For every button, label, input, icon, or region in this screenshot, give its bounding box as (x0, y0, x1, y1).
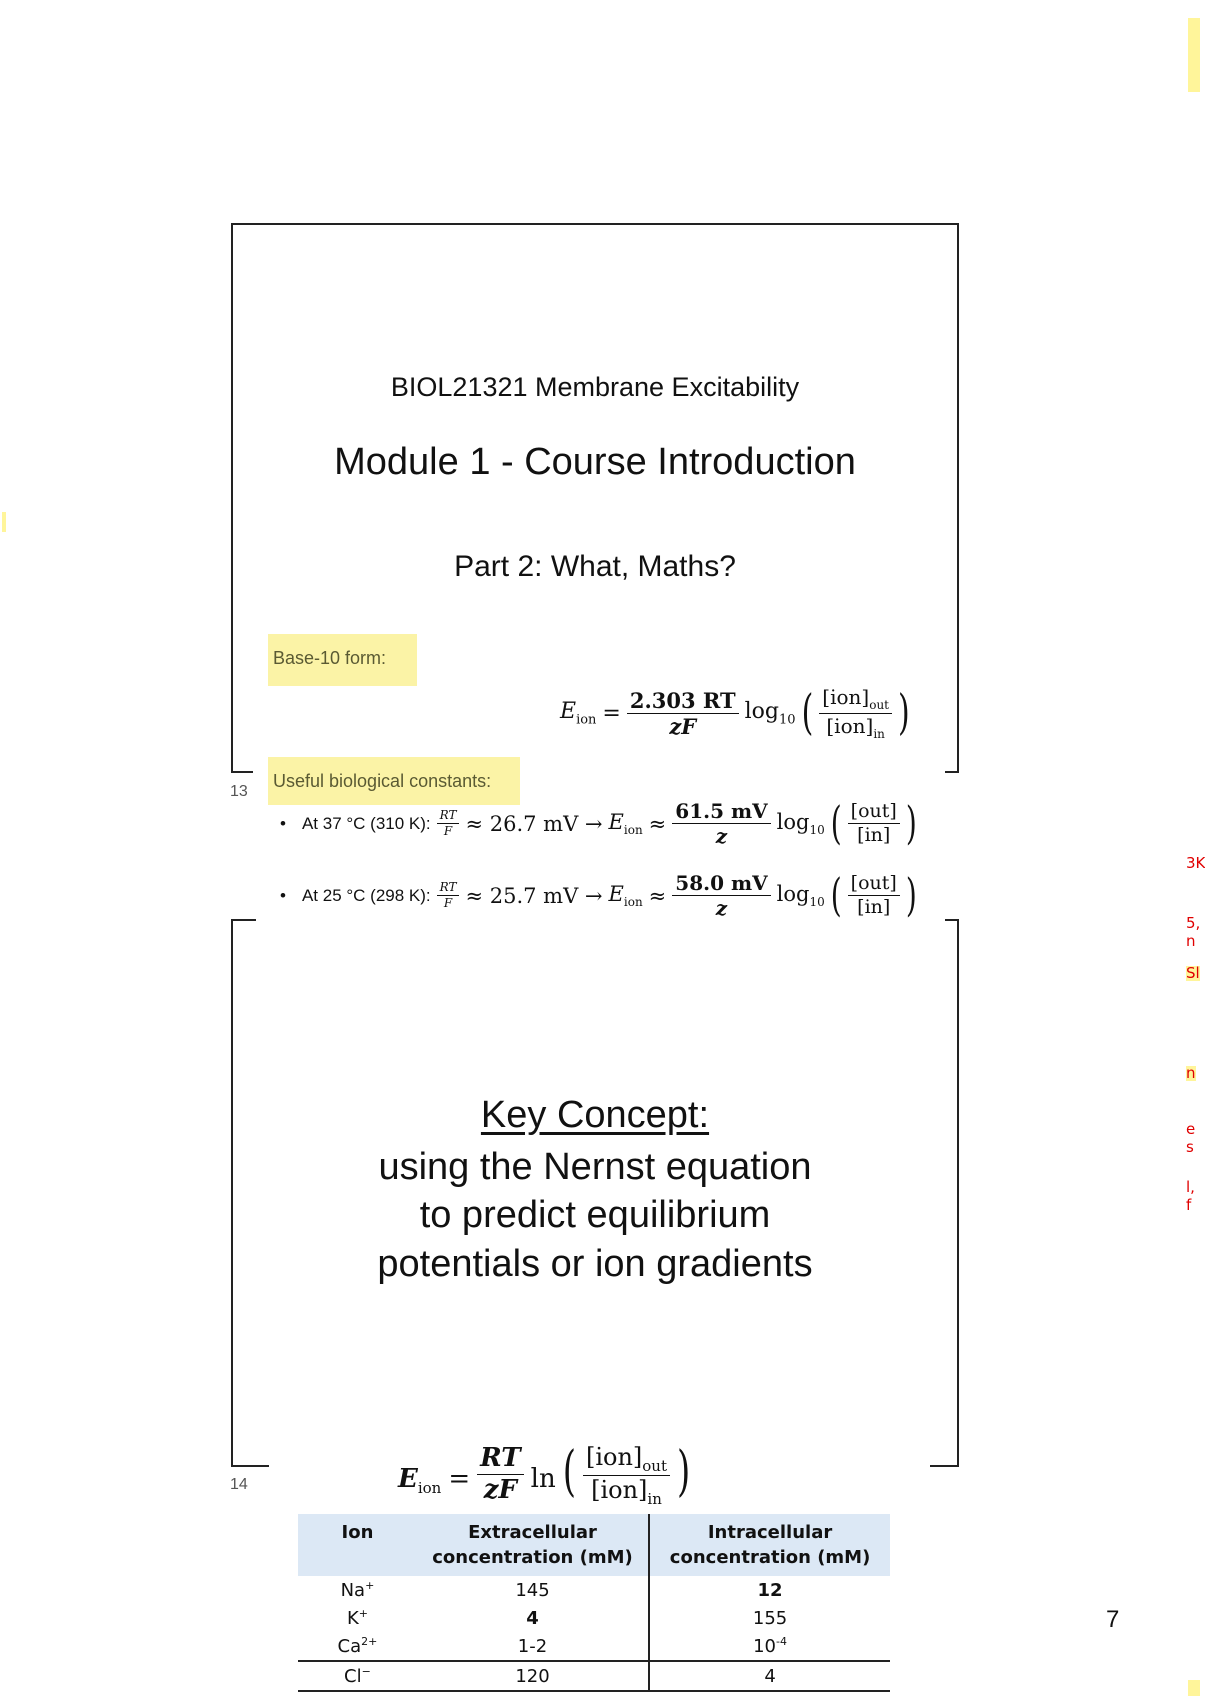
extracellular-cell: 145 (515, 1579, 550, 1601)
intracellular-cell: 4 (649, 1661, 890, 1691)
slide-14-bottom-right-edge (930, 1465, 959, 1467)
side-highlight-mark (2, 512, 6, 532)
ion-cell: $Ca^{2+}$ (337, 1635, 378, 1658)
slide-14-bottom-left-edge (231, 1465, 269, 1467)
side-annotation-fragment: 3K (1186, 854, 1205, 872)
side-annotation-fragment: 5, (1186, 914, 1201, 932)
table-row (298, 1661, 890, 1691)
side-annotation-fragment: f (1186, 1196, 1192, 1214)
slide-14-number: 14 (230, 1476, 248, 1493)
table-row (298, 1632, 890, 1661)
key-concept-line-1: using the Nernst equation (378, 1146, 812, 1188)
side-annotation-fragment: n (1186, 1064, 1196, 1082)
constants-label: Useful biological constants: (268, 757, 520, 805)
extracellular-cell: 4 (526, 1607, 539, 1629)
table-row (298, 1576, 890, 1604)
key-concept-line-3: potentials or ion gradients (377, 1243, 813, 1285)
extracellular-cell: 1-2 (517, 1635, 548, 1657)
part-title: Part 2: What, Maths? (454, 550, 736, 583)
slide-14-left-edge (231, 919, 233, 1467)
nernst-equation: $E_{ion}$ = $\frac{RT}{zF}$ ln ( $\frac{[ion]_{out}}{[ion]_{in}}$ ) (398, 1440, 691, 1509)
ion-cell: Na+ (340, 1579, 375, 1602)
header-ion: Ion (298, 1514, 417, 1576)
constant-item-25c: • At 25 °C (298 K): $\frac{RT}{F}$ ≈ 25.7 mV → $E_{ion}$ ≈ $\frac{58.0 mV}{z}$ $\log_{10}$ ( $\frac{\text{[out]}}{[in]}$ ) (280, 869, 917, 922)
side-annotation-fragment: l, (1186, 1178, 1195, 1196)
side-highlight-mark (1188, 18, 1200, 92)
side-highlight-mark (1188, 1680, 1200, 1696)
slide-14-top-right-edge (945, 919, 959, 921)
slide-14-right-edge (957, 919, 959, 1467)
ion-concentration-table (298, 1514, 890, 1692)
side-annotation-fragment: n (1186, 932, 1196, 950)
key-concept-line-2: to predict equilibrium (419, 1194, 771, 1236)
header-intracellular: Intracellular concentration (mM) (649, 1514, 890, 1576)
constant-item-37c: • At 37 °C (310 K): $\frac{RT}{F}$ ≈ 26.7 mV → $E_{ion}$ ≈ $\frac{61.5 mV}{z}$ $\log_{10}$ ( $\frac{\text{[out]}}{[in]}$ ) (280, 797, 917, 850)
base10-equation: $E_{ion}$ = $\frac{2.303 RT}{zF}$ $\log_{10}$ ( $\frac{[ion]_{out}}{[ion]_{in}}$ ) (560, 685, 910, 742)
header-extracellular: Extracellular concentration (mM) (417, 1514, 649, 1576)
table-header-row (298, 1514, 890, 1576)
slide-13-bottom-left-edge (231, 771, 253, 773)
module-title: Module 1 - Course Introduction (334, 441, 856, 483)
intracellular-cell: 12 (649, 1576, 890, 1604)
base10-label: Base-10 form: (268, 634, 417, 686)
course-code-title: BIOL21321 Membrane Excitability (390, 372, 800, 402)
table-row (298, 1604, 890, 1632)
side-annotation-fragment: e (1186, 1120, 1196, 1138)
key-concept-title: Key Concept: (480, 1094, 710, 1136)
slide-14-top-left-edge (231, 919, 256, 921)
slide-13-bottom-right-edge (945, 771, 959, 773)
intracellular-cell: $10^{-4}$ (649, 1632, 890, 1661)
page-number: 7 (1106, 1606, 1120, 1633)
side-annotation-fragment: s (1186, 1138, 1194, 1156)
ion-cell: K+ (346, 1607, 368, 1630)
extracellular-cell: 120 (417, 1661, 649, 1691)
ion-cell: Cl− (298, 1661, 417, 1691)
intracellular-cell: 155 (649, 1604, 890, 1632)
side-annotation-fragment: Sl (1186, 964, 1200, 982)
slide-13-number: 13 (230, 783, 248, 800)
